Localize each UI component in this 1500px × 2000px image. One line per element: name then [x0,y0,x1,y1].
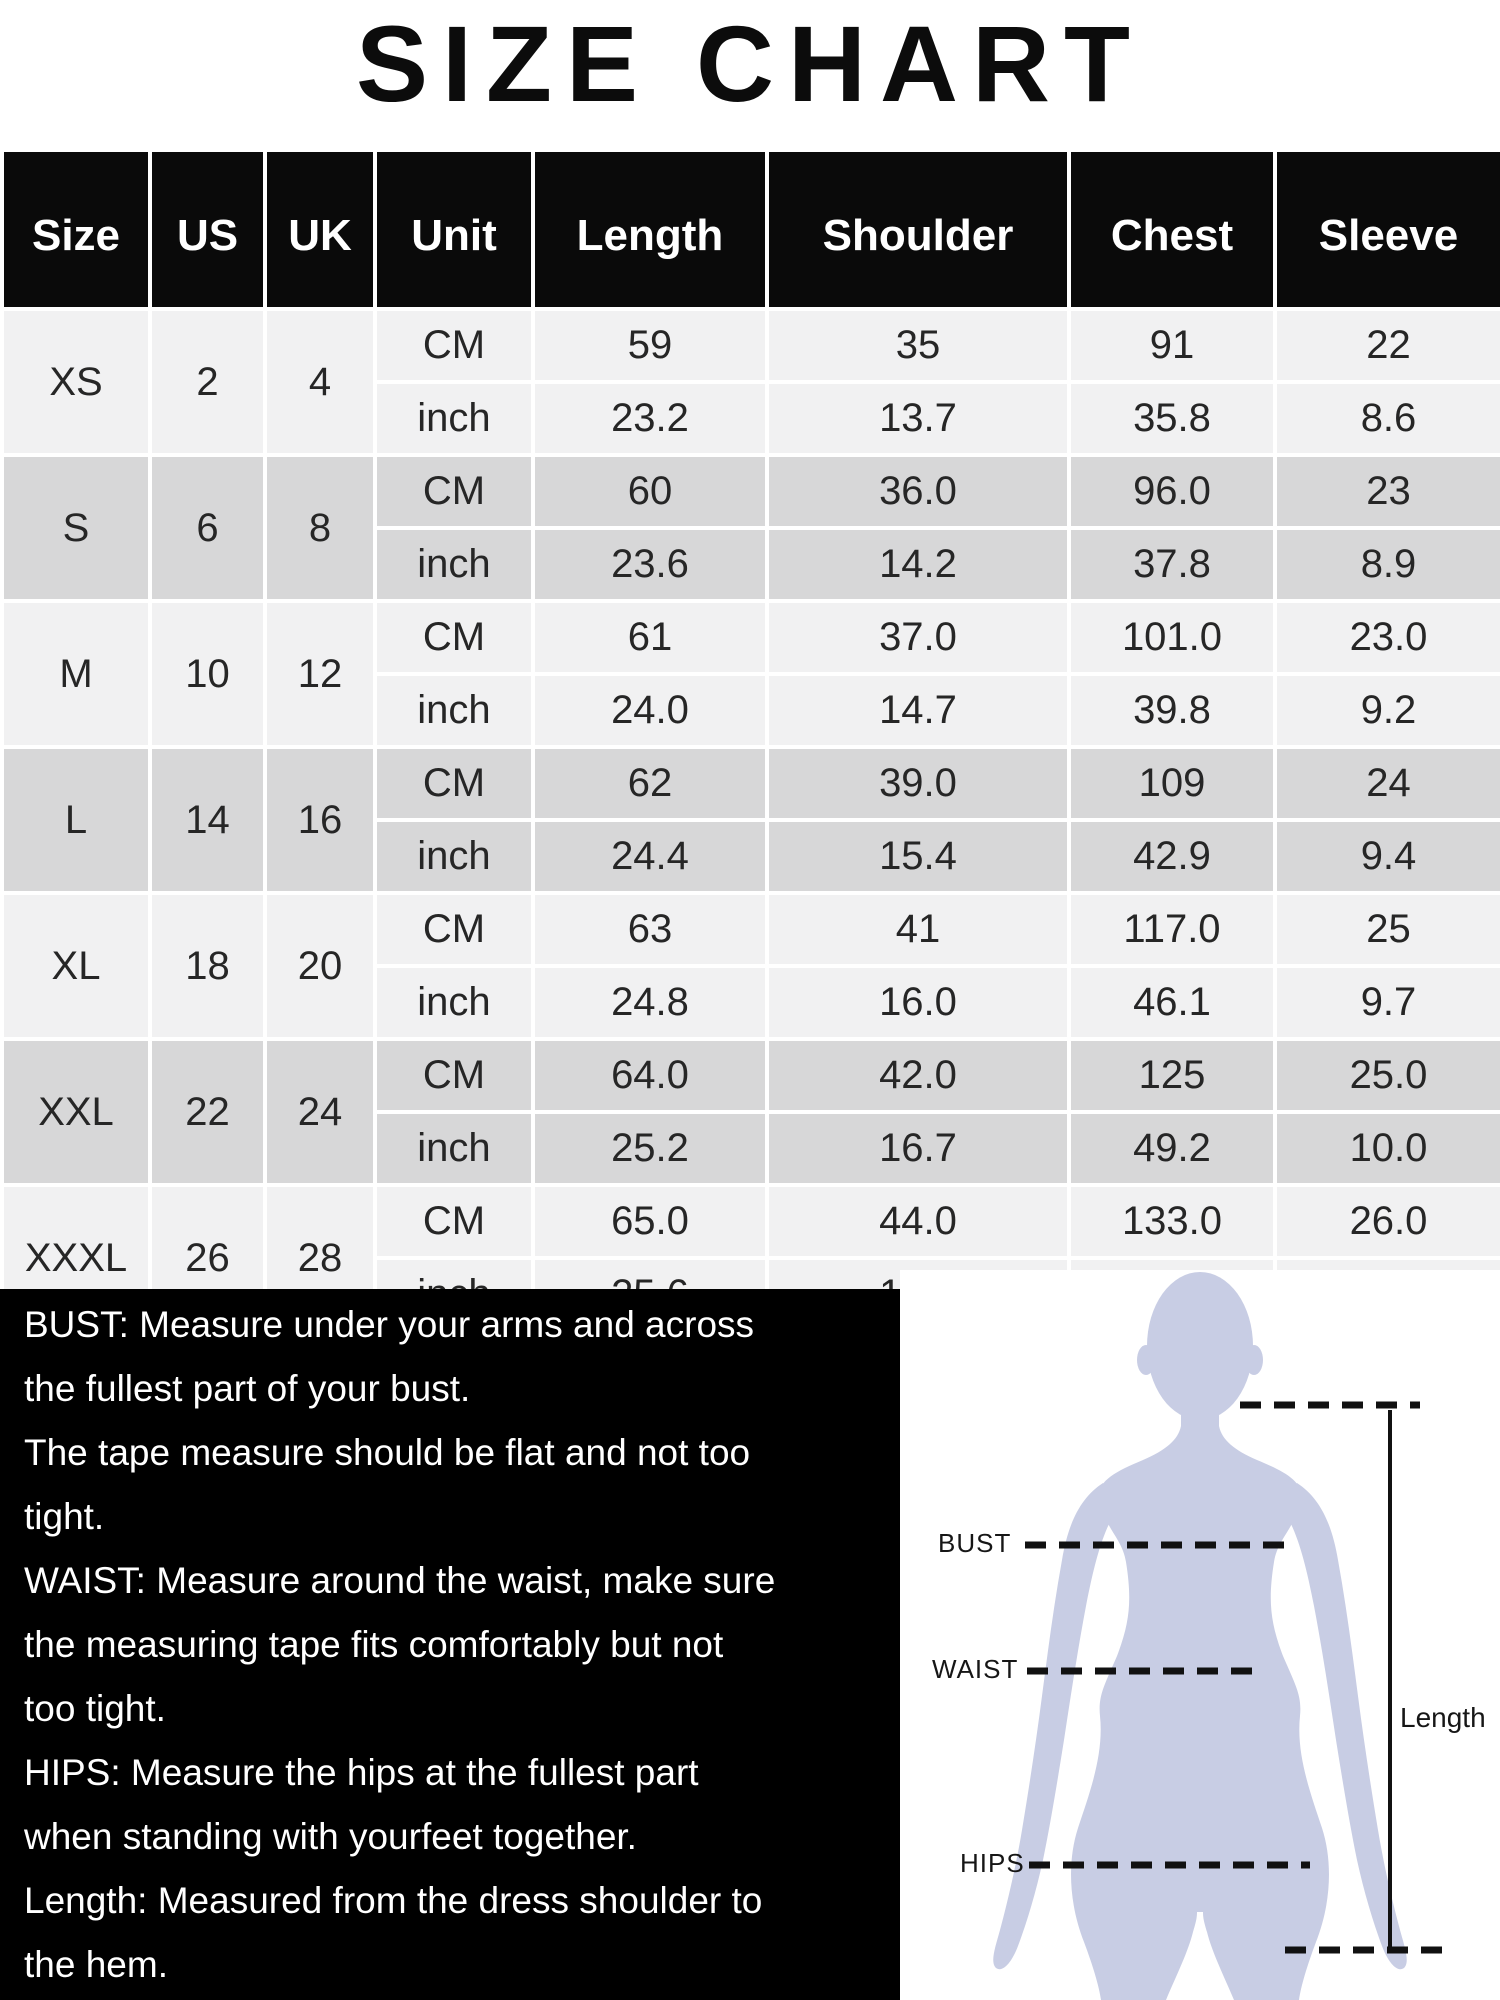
uk-size-cell: 20 [265,893,375,1039]
uk-size-cell: 28 [265,1185,375,1331]
length-cm-cell: 60 [533,455,767,528]
column-header-uk: UK [265,150,375,309]
sleeve-inch-cell: 9.2 [1275,674,1500,747]
shoulder-inch-cell: 16.7 [767,1112,1069,1185]
shoulder-cm-cell: 44.0 [767,1185,1069,1258]
unit-cm-cell: CM [375,1185,533,1258]
column-header-length: Length [533,150,767,309]
unit-inch-cell: inch [375,674,533,747]
unit-inch-cell: inch [375,966,533,1039]
length-inch-cell: 23.2 [533,382,767,455]
shoulder-cm-cell: 42.0 [767,1039,1069,1112]
size-label-cell: XL [2,893,150,1039]
chest-cm-cell: 117.0 [1069,893,1275,966]
chest-cm-cell: 133.0 [1069,1185,1275,1258]
length-cm-cell: 64.0 [533,1039,767,1112]
note-line: Length: Measured from the dress shoulder to [24,1880,763,1921]
hips-label: HIPS [960,1848,1025,1878]
length-cm-cell: 63 [533,893,767,966]
table-row [2,1185,1500,1258]
note-line: BUST: Measure under your arms and across [24,1304,755,1345]
length-inch-cell: 24.4 [533,820,767,893]
unit-cm-cell: CM [375,747,533,820]
shoulder-inch-cell: 13.7 [767,382,1069,455]
shoulder-cm-cell: 41 [767,893,1069,966]
unit-cm-cell: CM [375,455,533,528]
shoulder-cm-cell: 39.0 [767,747,1069,820]
unit-cm-cell: CM [375,309,533,382]
shoulder-cm-cell: 36.0 [767,455,1069,528]
column-header-sleeve: Sleeve [1275,150,1500,309]
chest-inch-cell: 39.8 [1069,674,1275,747]
unit-inch-cell: inch [375,820,533,893]
sleeve-inch-cell: 9.4 [1275,820,1500,893]
length-cm-cell: 65.0 [533,1185,767,1258]
sleeve-inch-cell: 9.7 [1275,966,1500,1039]
us-size-cell: 2 [150,309,265,455]
note-line: WAIST: Measure around the waist, make sure [24,1560,776,1601]
length-label: Length [1400,1702,1486,1733]
chest-cm-cell: 96.0 [1069,455,1275,528]
us-size-cell: 18 [150,893,265,1039]
page-title: SIZE CHART [356,3,1144,124]
sleeve-cm-cell: 26.0 [1275,1185,1500,1258]
unit-cm-cell: CM [375,601,533,674]
sleeve-inch-cell: 10.0 [1275,1112,1500,1185]
length-inch-cell: 24.0 [533,674,767,747]
size-table-wrap [0,148,1500,1333]
unit-cm-cell: CM [375,1039,533,1112]
chest-inch-cell: 35.8 [1069,382,1275,455]
measurement-figure [900,1270,1500,2000]
bust-label: BUST [938,1528,1012,1558]
length-cm-cell: 61 [533,601,767,674]
uk-size-cell: 8 [265,455,375,601]
note-line: the fullest part of your bust. [24,1368,471,1409]
shoulder-cm-cell: 37.0 [767,601,1069,674]
us-size-cell: 26 [150,1185,265,1331]
chest-inch-cell: 42.9 [1069,820,1275,893]
sleeve-cm-cell: 24 [1275,747,1500,820]
unit-inch-cell: inch [375,528,533,601]
table-row [2,601,1500,674]
size-label-cell: M [2,601,150,747]
note-line: HIPS: Measure the hips at the fullest part [24,1752,699,1793]
size-label-cell: L [2,747,150,893]
column-header-unit: Unit [375,150,533,309]
waist-label: WAIST [932,1654,1019,1684]
length-inch-cell: 25.2 [533,1112,767,1185]
shoulder-cm-cell: 35 [767,309,1069,382]
note-line: too tight. [24,1688,166,1729]
chest-cm-cell: 91 [1069,309,1275,382]
table-row [2,893,1500,966]
measurement-notes [0,1289,900,2000]
body-silhouette [993,1272,1406,2000]
chest-inch-cell: 49.2 [1069,1112,1275,1185]
column-header-us: US [150,150,265,309]
header-row [2,150,1500,309]
uk-size-cell: 12 [265,601,375,747]
size-label-cell: S [2,455,150,601]
unit-inch-cell: inch [375,382,533,455]
note-line: tight. [24,1496,105,1537]
table-row [2,309,1500,382]
table-row [2,1039,1500,1112]
sleeve-cm-cell: 23.0 [1275,601,1500,674]
shoulder-inch-cell: 14.2 [767,528,1069,601]
uk-size-cell: 4 [265,309,375,455]
chest-inch-cell: 46.1 [1069,966,1275,1039]
sleeve-cm-cell: 25.0 [1275,1039,1500,1112]
table-row [2,747,1500,820]
sleeve-inch-cell: 8.9 [1275,528,1500,601]
column-header-chest: Chest [1069,150,1275,309]
us-size-cell: 14 [150,747,265,893]
chest-cm-cell: 101.0 [1069,601,1275,674]
column-header-shoulder: Shoulder [767,150,1069,309]
sleeve-cm-cell: 22 [1275,309,1500,382]
length-inch-cell: 24.8 [533,966,767,1039]
torso-legs-shape [1071,1380,1329,2000]
unit-cm-cell: CM [375,893,533,966]
us-size-cell: 22 [150,1039,265,1185]
chest-cm-cell: 109 [1069,747,1275,820]
chest-inch-cell: 37.8 [1069,528,1275,601]
note-line: the hem. [24,1944,168,1985]
note-line: The tape measure should be flat and not too [24,1432,751,1473]
length-inch-cell: 23.6 [533,528,767,601]
sleeve-cm-cell: 25 [1275,893,1500,966]
unit-inch-cell: inch [375,1112,533,1185]
column-header-size: Size [2,150,150,309]
note-line: when standing with yourfeet together. [24,1816,637,1857]
note-line: the measuring tape fits comfortably but not [24,1624,724,1665]
us-size-cell: 6 [150,455,265,601]
shoulder-inch-cell: 14.7 [767,674,1069,747]
body-silhouette-svg [900,1270,1500,2000]
shoulder-inch-cell: 16.0 [767,966,1069,1039]
length-cm-cell: 62 [533,747,767,820]
sleeve-inch-cell: 8.6 [1275,382,1500,455]
length-cm-cell: 59 [533,309,767,382]
chest-cm-cell: 125 [1069,1039,1275,1112]
uk-size-cell: 16 [265,747,375,893]
shoulder-inch-cell: 15.4 [767,820,1069,893]
uk-size-cell: 24 [265,1039,375,1185]
size-label-cell: XS [2,309,150,455]
size-table [0,148,1500,1333]
size-label-cell: XXXL [2,1185,150,1331]
sleeve-cm-cell: 23 [1275,455,1500,528]
us-size-cell: 10 [150,601,265,747]
size-label-cell: XXL [2,1039,150,1185]
table-row [2,455,1500,528]
